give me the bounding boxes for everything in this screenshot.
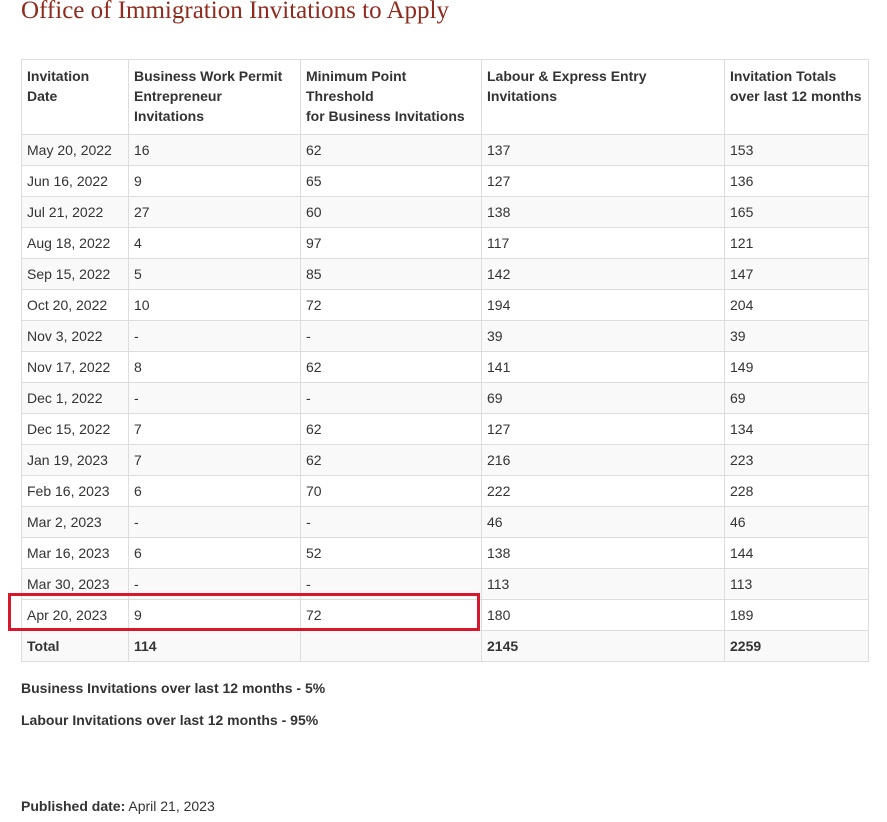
table-header-row [22, 60, 869, 135]
row-date-cell: Jul 21, 2022 [22, 197, 129, 228]
row-threshold-cell: 60 [301, 197, 482, 228]
row-threshold-cell: 62 [301, 445, 482, 476]
row-date-cell: Mar 30, 2023 [22, 569, 129, 600]
table-row [22, 507, 869, 538]
row-threshold-cell: - [301, 321, 482, 352]
row-total-cell: 144 [725, 538, 869, 569]
row-business-cell: 6 [129, 476, 301, 507]
published-date-label: Published date: [21, 798, 126, 814]
row-total-cell: 69 [725, 383, 869, 414]
row-threshold-cell: 65 [301, 166, 482, 197]
published-date [21, 798, 215, 814]
row-labour-cell: 69 [482, 383, 725, 414]
row-threshold-cell: - [301, 507, 482, 538]
row-labour-cell: 127 [482, 414, 725, 445]
row-business-cell: - [129, 321, 301, 352]
row-threshold-cell: 62 [301, 352, 482, 383]
row-date-cell: Jan 19, 2023 [22, 445, 129, 476]
row-business-cell: 27 [129, 197, 301, 228]
row-threshold-cell: 70 [301, 476, 482, 507]
row-labour-cell: 127 [482, 166, 725, 197]
total-threshold [301, 631, 482, 662]
row-date-cell: Sep 15, 2022 [22, 259, 129, 290]
row-date-cell: Mar 16, 2023 [22, 538, 129, 569]
row-threshold-cell: 52 [301, 538, 482, 569]
table-row [22, 228, 869, 259]
row-date-cell: Oct 20, 2022 [22, 290, 129, 321]
table-row [22, 135, 869, 166]
table-row [22, 600, 869, 631]
table-row [22, 197, 869, 228]
table-row [22, 538, 869, 569]
row-labour-cell: 180 [482, 600, 725, 631]
row-total-cell: 147 [725, 259, 869, 290]
row-business-cell: - [129, 507, 301, 538]
row-date-cell: May 20, 2022 [22, 135, 129, 166]
table-row [22, 290, 869, 321]
row-threshold-cell: - [301, 383, 482, 414]
row-business-cell: 4 [129, 228, 301, 259]
row-labour-cell: 137 [482, 135, 725, 166]
row-business-cell: - [129, 569, 301, 600]
row-threshold-cell: 72 [301, 600, 482, 631]
row-total-cell: 39 [725, 321, 869, 352]
row-date-cell: Apr 20, 2023 [22, 600, 129, 631]
row-date-cell: Mar 2, 2023 [22, 507, 129, 538]
row-total-cell: 204 [725, 290, 869, 321]
row-threshold-cell: 72 [301, 290, 482, 321]
row-date-cell: Nov 17, 2022 [22, 352, 129, 383]
header-labour-express-entry: Labour & Express Entry Invitations [482, 60, 725, 135]
row-total-cell: 113 [725, 569, 869, 600]
row-labour-cell: 216 [482, 445, 725, 476]
row-threshold-cell: 62 [301, 414, 482, 445]
row-labour-cell: 194 [482, 290, 725, 321]
row-total-cell: 165 [725, 197, 869, 228]
row-business-cell: 9 [129, 600, 301, 631]
row-business-cell: 6 [129, 538, 301, 569]
row-business-cell: 8 [129, 352, 301, 383]
labour-invitations-summary: Labour Invitations over last 12 months - 95% [21, 712, 319, 728]
table-row [22, 445, 869, 476]
table-row [22, 352, 869, 383]
row-date-cell: Aug 18, 2022 [22, 228, 129, 259]
table-row [22, 259, 869, 290]
row-labour-cell: 138 [482, 197, 725, 228]
row-date-cell: Dec 1, 2022 [22, 383, 129, 414]
table-row [22, 476, 869, 507]
row-labour-cell: 117 [482, 228, 725, 259]
row-business-cell: 7 [129, 445, 301, 476]
row-business-cell: 9 [129, 166, 301, 197]
total-label: Total [22, 631, 129, 662]
total-invitations: 2259 [725, 631, 869, 662]
row-business-cell: 7 [129, 414, 301, 445]
row-labour-cell: 141 [482, 352, 725, 383]
row-total-cell: 153 [725, 135, 869, 166]
row-labour-cell: 222 [482, 476, 725, 507]
header-invitation-date: Invitation Date [22, 60, 129, 135]
table-total-row [22, 631, 869, 662]
row-date-cell: Nov 3, 2022 [22, 321, 129, 352]
page-title: Office of Immigration Invitations to Apply [21, 0, 449, 24]
row-total-cell: 134 [725, 414, 869, 445]
row-total-cell: 136 [725, 166, 869, 197]
row-total-cell: 46 [725, 507, 869, 538]
row-total-cell: 223 [725, 445, 869, 476]
row-labour-cell: 46 [482, 507, 725, 538]
row-business-cell: - [129, 383, 301, 414]
table-row [22, 321, 869, 352]
row-labour-cell: 39 [482, 321, 725, 352]
row-total-cell: 189 [725, 600, 869, 631]
header-minimum-point-threshold: Minimum Point Threshold for Business Invitations [301, 60, 482, 135]
row-threshold-cell: - [301, 569, 482, 600]
row-date-cell: Feb 16, 2023 [22, 476, 129, 507]
row-total-cell: 228 [725, 476, 869, 507]
header-business-invitations: Business Work Permit Entrepreneur Invitations [129, 60, 301, 135]
invitations-table [21, 59, 869, 662]
row-threshold-cell: 97 [301, 228, 482, 259]
row-labour-cell: 138 [482, 538, 725, 569]
row-labour-cell: 142 [482, 259, 725, 290]
business-invitations-summary: Business Invitations over last 12 months - 5% [21, 680, 326, 696]
row-business-cell: 5 [129, 259, 301, 290]
row-threshold-cell: 62 [301, 135, 482, 166]
table-row [22, 414, 869, 445]
row-date-cell: Jun 16, 2022 [22, 166, 129, 197]
row-business-cell: 10 [129, 290, 301, 321]
published-date-value: April 21, 2023 [128, 798, 215, 814]
row-total-cell: 121 [725, 228, 869, 259]
table-row [22, 569, 869, 600]
row-business-cell: 16 [129, 135, 301, 166]
total-business: 114 [129, 631, 301, 662]
row-total-cell: 149 [725, 352, 869, 383]
table-row [22, 166, 869, 197]
table-row [22, 383, 869, 414]
total-labour: 2145 [482, 631, 725, 662]
row-labour-cell: 113 [482, 569, 725, 600]
row-threshold-cell: 85 [301, 259, 482, 290]
header-invitation-totals: Invitation Totals over last 12 months [725, 60, 869, 135]
row-date-cell: Dec 15, 2022 [22, 414, 129, 445]
table-body [22, 135, 869, 631]
